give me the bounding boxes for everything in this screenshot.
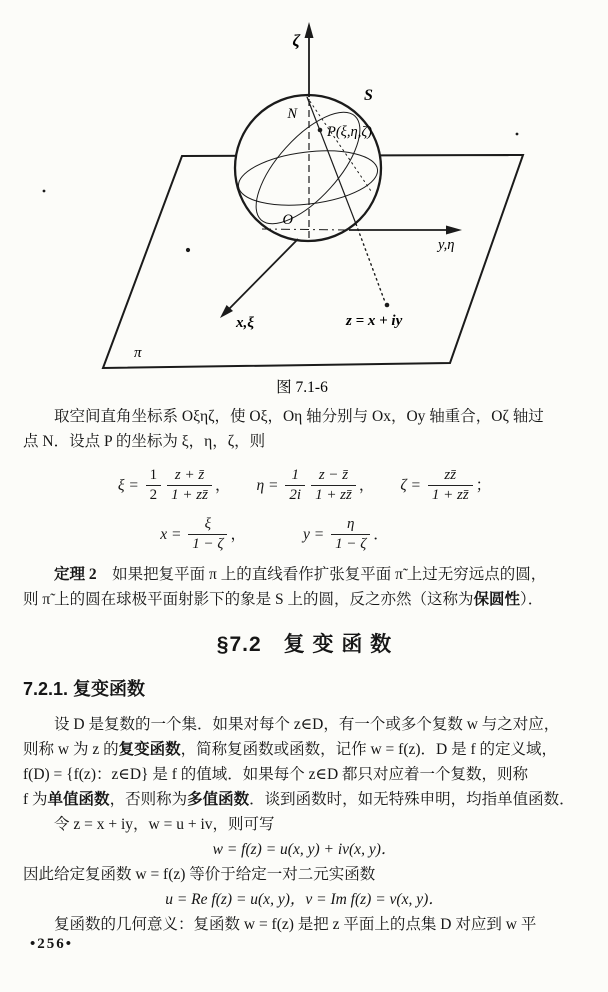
- numerator: zz̄: [428, 467, 473, 486]
- point-z-dot: [385, 303, 390, 308]
- bold-term: 复变函数: [118, 741, 181, 758]
- bold-term: 保圆性: [473, 591, 520, 608]
- bold-term: 单值函数: [47, 791, 110, 808]
- artifact-dot: [186, 248, 190, 252]
- formula-lhs: x =: [160, 525, 186, 543]
- numerator: ξ: [188, 516, 227, 535]
- denominator: 1 − ζ: [335, 535, 367, 552]
- fraction: [311, 467, 356, 504]
- separator: ，: [230, 525, 246, 543]
- formula-zeta: [400, 467, 491, 504]
- paragraph-2-line-6: [23, 862, 586, 887]
- denominator: 1 + zz̄: [431, 486, 469, 503]
- fraction: [167, 467, 212, 504]
- x-axis-line: [228, 239, 298, 310]
- numerator: 1: [285, 467, 305, 486]
- point-p-label: P(ξ,η,ζ): [327, 124, 373, 140]
- formula-text: w = f(z) = u(x, y) + iv(x, y)．: [212, 841, 397, 858]
- bold-term: 多值函数: [187, 791, 250, 808]
- text-run: ，简称复函数或函数，记作 w = f(z)．D 是 f 的定义域，: [180, 741, 557, 758]
- fraction: [428, 467, 473, 504]
- text-run: 取空间直角坐标系 Oξηζ，使 Oξ，Oη 轴分别与 Ox，Oy 轴重合，Oζ 轴过: [54, 408, 544, 425]
- formula-lhs: y =: [303, 525, 329, 543]
- zeta-axis-arrow: [305, 22, 314, 38]
- page-number: •256•: [30, 936, 74, 952]
- sphere-outline: [235, 95, 381, 241]
- sphere-label: S: [364, 87, 373, 104]
- fraction: [188, 516, 227, 553]
- text-run: ，否则称为: [109, 791, 188, 808]
- point-z-label: z = x + iy: [346, 313, 403, 329]
- text-run: 则 π̃ 上的圆在球极平面射影下的象是 S 上的圆，反之亦然（这称为: [23, 591, 474, 608]
- paragraph-2-line-5: [23, 812, 586, 837]
- paragraph-2-line-1: [23, 712, 586, 737]
- denominator: 1 + zz̄: [171, 486, 208, 503]
- numerator: 1: [146, 467, 162, 486]
- text-run: 复函数的几何意义：复函数 w = f(z) 是把 z 平面上的点集 D 对应到 w 平: [54, 916, 537, 933]
- y-axis-label: y,η: [438, 237, 455, 253]
- text-run: ．谈到函数时，如无特殊申明，均指单值函数．: [249, 791, 575, 808]
- text-run: 设 D 是复数的一个集．如果对每个 z∈D，有一个或多个复数 w 与之对应，: [54, 716, 560, 733]
- section-heading: §7.2 复 变 函 数: [216, 633, 393, 656]
- paragraph-2-line-7: [23, 912, 586, 937]
- formula-lhs: ξ =: [117, 476, 143, 494]
- paragraph-2-line-2: [23, 737, 586, 762]
- formula-x-y: [23, 512, 526, 556]
- artifact-dot: [516, 133, 519, 136]
- text-run: 则称 w 为 z 的: [23, 741, 119, 758]
- formula-re-im: [23, 887, 586, 912]
- theorem-2-line-2: [23, 587, 586, 612]
- numerator: η: [331, 516, 370, 535]
- text-run: 令 z = x + iy，w = u + iv，则可写: [54, 816, 275, 833]
- artifact-dot: [43, 190, 46, 193]
- plane-label: π: [134, 345, 142, 361]
- zeta-axis-label: ζ: [292, 31, 300, 50]
- origin-label: O: [282, 212, 293, 228]
- text-run: f 为: [23, 791, 48, 808]
- figure-caption: 图 7.1-6: [276, 379, 328, 396]
- denominator: 1 + zz̄: [315, 486, 352, 503]
- fraction: [285, 467, 305, 504]
- formula-lhs: ζ =: [400, 476, 425, 494]
- text-run: f(D) = {f(z)：z∈D} 是 f 的值域．如果每个 z∈D 都只对应着一个复数，则称: [23, 766, 529, 783]
- theorem-label: 定理 2: [54, 566, 97, 583]
- numerator: z − z̄: [311, 467, 356, 486]
- paragraph-2-line-4: [23, 787, 586, 812]
- numerator: z + z̄: [167, 467, 212, 486]
- separator: ．: [373, 525, 389, 543]
- formula-xi-eta-zeta: [23, 460, 586, 510]
- formula-xi: [118, 467, 231, 504]
- x-axis-label: x,ξ: [236, 315, 254, 331]
- denominator: 2i: [289, 486, 302, 503]
- separator: ，: [214, 476, 231, 494]
- denominator: 1 − ζ: [192, 535, 224, 552]
- paragraph-1-line-1: [23, 404, 586, 429]
- text-run: 点 N．设点 P 的坐标为 ξ，η，ζ，则: [23, 433, 266, 450]
- formula-y: [303, 516, 389, 553]
- text-run: ）．: [519, 591, 544, 608]
- body-text: [0, 400, 608, 937]
- formula-w-definition: [23, 837, 586, 862]
- separator: ；: [475, 476, 492, 494]
- subsection-heading: 7.2.1. 复变函数: [23, 679, 146, 699]
- formula-lhs: η =: [256, 476, 283, 494]
- denominator: 2: [149, 486, 158, 503]
- theorem-2-line-1: [23, 562, 586, 587]
- formula-text: u = Re f(z) = u(x, y)，v = Im f(z) = v(x, y)．: [165, 891, 444, 908]
- formula-x: [160, 516, 246, 553]
- text-run: 因此给定复函数 w = f(z) 等价于给定一对二元实函数: [23, 866, 376, 883]
- north-pole-label: N: [287, 106, 297, 122]
- fraction: [146, 467, 162, 504]
- paragraph-1-line-2: [23, 429, 586, 454]
- figure-7-1-6: [0, 0, 608, 400]
- riemann-sphere-figure: [0, 0, 608, 400]
- point-p-dot: [318, 128, 323, 133]
- separator: ，: [358, 476, 375, 494]
- projection-line-dotted: [356, 224, 385, 302]
- formula-eta: [256, 467, 374, 504]
- paragraph-2-line-3: [23, 762, 586, 787]
- fraction: [331, 516, 370, 553]
- text-run: 如果把复平面 π 上的直线看作扩张复平面 π̃ 上过无穷远点的圆，: [96, 566, 547, 583]
- y-axis-arrow: [446, 226, 462, 235]
